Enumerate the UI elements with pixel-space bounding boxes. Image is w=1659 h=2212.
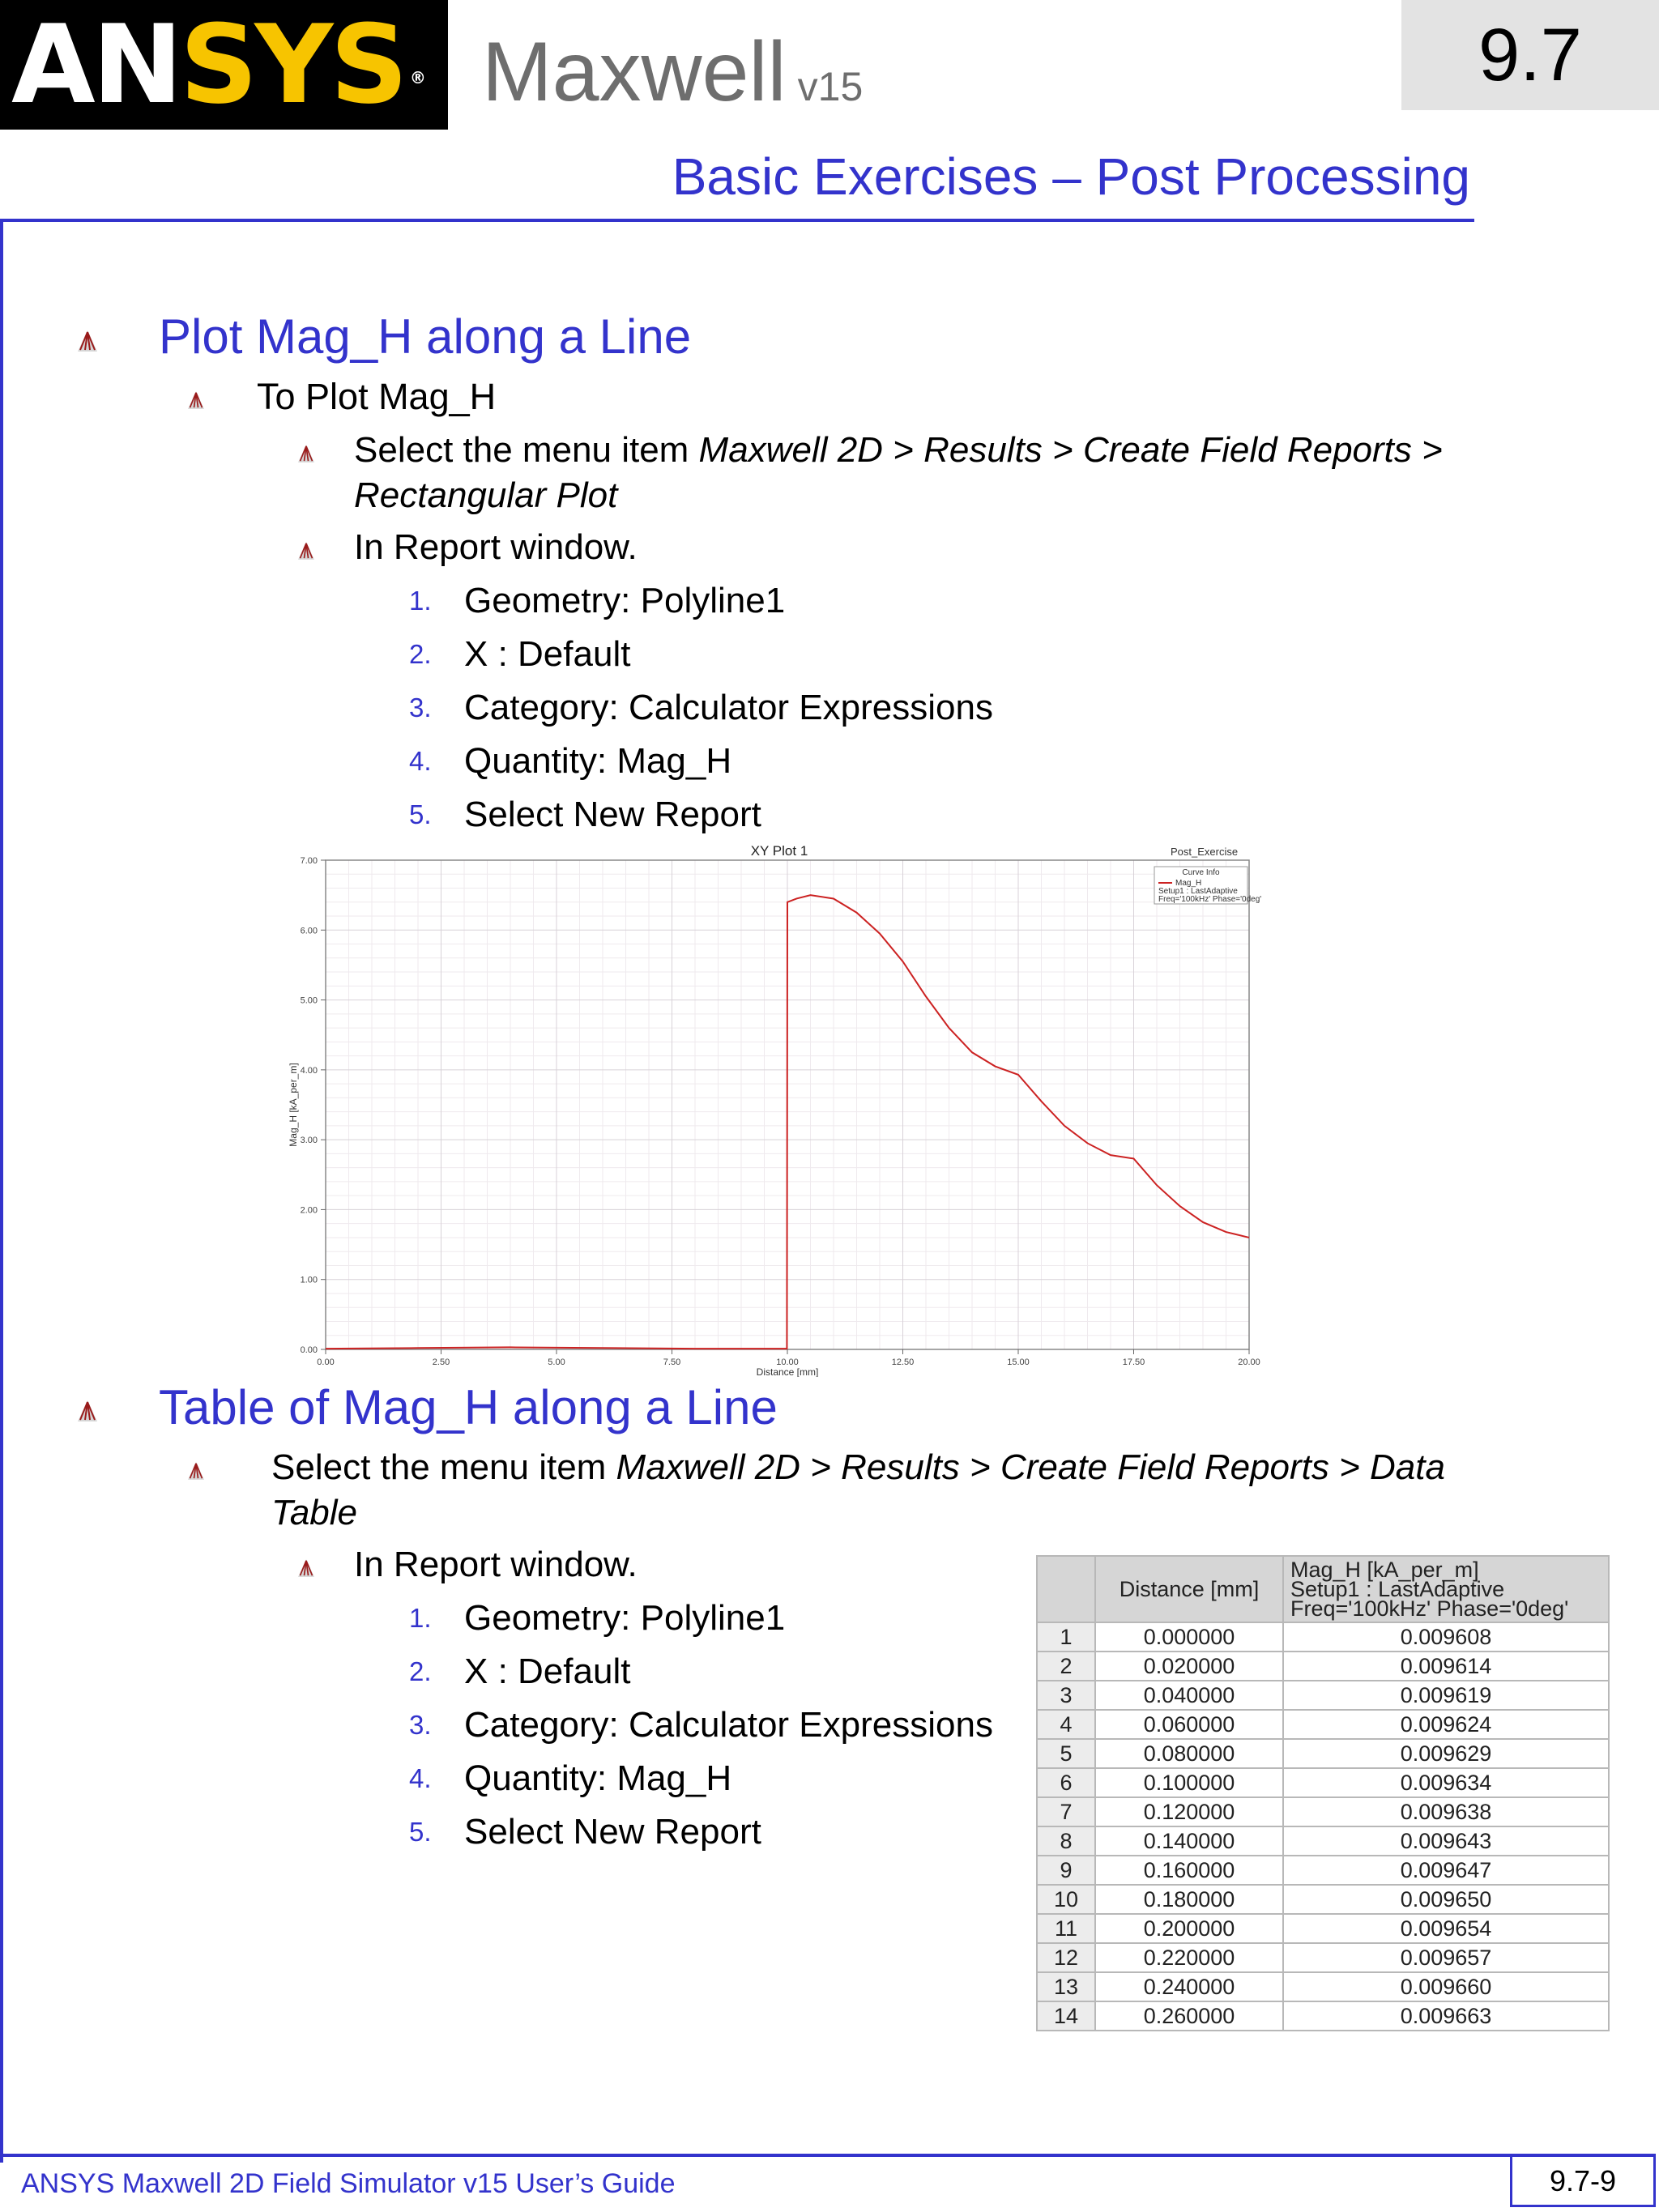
distance-cell: 0.020000 (1095, 1652, 1283, 1681)
chapter-number: 9.7 (1401, 0, 1659, 110)
table-row (1037, 1622, 1609, 1652)
mag-h-cell: 0.009647 (1283, 1856, 1609, 1885)
distance-cell: 0.080000 (1095, 1739, 1283, 1768)
section1-heading: Plot Mag_H along a Line (159, 309, 692, 364)
x-tick-label: 0.00 (317, 1357, 335, 1367)
item-text (464, 1809, 761, 1855)
mag-h-cell: 0.009614 (1283, 1652, 1609, 1681)
item-number: 2. (409, 639, 432, 669)
item-label: Select (464, 1812, 574, 1852)
row-index: 5 (1037, 1739, 1095, 1768)
item-number: 5. (409, 799, 432, 829)
row-index-header (1037, 1556, 1095, 1622)
row-index: 9 (1037, 1856, 1095, 1885)
row-index: 7 (1037, 1797, 1095, 1826)
row-index: 6 (1037, 1768, 1095, 1797)
legend-freq: Freq='100kHz' Phase='0deg' (1158, 895, 1262, 904)
item-value: Calculator Expressions (628, 1705, 993, 1745)
y-tick-label: 2.00 (300, 1205, 318, 1216)
menu-path: Maxwell 2D > Results > Create Field Reports > (698, 430, 1443, 470)
bullet-icon (298, 542, 314, 560)
item-label: Category: (464, 1705, 629, 1745)
page-subtitle: Basic Exercises – Post Processing (672, 147, 1470, 206)
x-tick-label: 10.00 (776, 1357, 799, 1367)
product-name: Maxwell (482, 25, 787, 119)
distance-cell: 0.120000 (1095, 1797, 1283, 1826)
ansys-logo (0, 0, 448, 130)
item-text (464, 578, 785, 624)
table-row (1037, 1768, 1609, 1797)
x-tick-label: 15.00 (1007, 1357, 1030, 1367)
product-version: v15 (797, 64, 864, 109)
item-label: Geometry: (464, 581, 641, 620)
logo-sys: SYS (179, 2, 405, 128)
distance-cell: 0.240000 (1095, 1972, 1283, 2001)
item-label: Category: (464, 688, 629, 727)
y-tick-label: 0.00 (300, 1345, 318, 1355)
bullet-icon (188, 1462, 204, 1480)
list-item (409, 1649, 631, 1703)
item-text (464, 1703, 993, 1748)
mag-h-cell: 0.009608 (1283, 1622, 1609, 1652)
bullet-icon (298, 1559, 314, 1577)
item-number: 4. (409, 746, 432, 776)
distance-cell: 0.200000 (1095, 1914, 1283, 1943)
table-row (1037, 1739, 1609, 1768)
step-prefix: Select the menu item (354, 430, 699, 470)
section2-step-report: In Report window. (354, 1545, 638, 1584)
section1-subheading: To Plot Mag_H (257, 376, 497, 417)
product-title (482, 24, 863, 134)
legend-series-name: Mag_H (1175, 879, 1202, 888)
distance-cell: 0.260000 (1095, 2001, 1283, 2031)
list-item (409, 1596, 786, 1649)
logo-registered-mark: ® (409, 68, 426, 87)
y-tick-label: 7.00 (300, 856, 318, 866)
section1-step-menu (354, 428, 1504, 518)
item-number: 2. (409, 1656, 432, 1686)
y-tick-label: 6.00 (300, 926, 318, 936)
item-number: 4. (409, 1763, 432, 1793)
table-row (1037, 1826, 1609, 1856)
table-row (1037, 1914, 1609, 1943)
item-text (464, 1649, 630, 1694)
x-tick-label: 5.00 (548, 1357, 565, 1367)
item-value: Calculator Expressions (628, 688, 993, 727)
y-axis-label: Mag_H [kA_per_m] (288, 1063, 299, 1147)
distance-cell: 0.160000 (1095, 1856, 1283, 1885)
item-text (464, 1596, 785, 1641)
item-label: Quantity: (464, 1758, 617, 1798)
table-row (1037, 1681, 1609, 1710)
distance-header: Distance [mm] (1095, 1556, 1283, 1622)
row-index: 11 (1037, 1914, 1095, 1943)
xy-plot (275, 842, 1280, 1377)
item-value: Default (518, 1652, 631, 1691)
mag-h-cell: 0.009663 (1283, 2001, 1609, 2031)
row-index: 14 (1037, 2001, 1095, 2031)
table-row (1037, 1972, 1609, 2001)
list-item (409, 1703, 993, 1756)
list-item (409, 1756, 732, 1809)
item-value: Mag_H (616, 741, 732, 781)
bullet-icon (78, 330, 97, 352)
item-value: New Report (573, 795, 761, 834)
list-item (409, 685, 993, 739)
item-text (464, 792, 761, 837)
x-tick-label: 12.50 (891, 1357, 915, 1367)
row-index: 8 (1037, 1826, 1095, 1856)
table-row (1037, 1856, 1609, 1885)
chart-project-label: Post_Exercise (1171, 846, 1239, 858)
page-number: 9.7-9 (1510, 2154, 1656, 2207)
x-tick-label: 20.00 (1238, 1357, 1260, 1367)
x-tick-label: 17.50 (1122, 1357, 1145, 1367)
item-label: Geometry: (464, 1598, 641, 1638)
item-label: Quantity: (464, 741, 617, 781)
chart-legend (1154, 867, 1261, 904)
item-text (464, 632, 630, 677)
row-index: 13 (1037, 1972, 1095, 2001)
item-number: 1. (409, 1603, 432, 1633)
mag-h-header (1283, 1556, 1609, 1622)
menu-path-cont: Rectangular Plot (354, 475, 618, 515)
distance-cell: 0.180000 (1095, 1885, 1283, 1914)
table-row (1037, 1943, 1609, 1972)
data-table (1036, 1555, 1610, 2031)
x-tick-label: 2.50 (432, 1357, 450, 1367)
y-tick-label: 4.00 (300, 1065, 318, 1076)
mag-h-cell: 0.009643 (1283, 1826, 1609, 1856)
chart-title: XY Plot 1 (750, 843, 808, 859)
item-label: X : (464, 1652, 518, 1691)
distance-cell: 0.060000 (1095, 1710, 1283, 1739)
section1-list (409, 578, 993, 846)
list-item (409, 632, 631, 685)
section2-heading: Table of Mag_H along a Line (159, 1380, 778, 1434)
item-text (464, 685, 993, 731)
item-value: New Report (573, 1812, 761, 1852)
mag-h-header-line2: Setup1 : LastAdaptive (1290, 1577, 1505, 1601)
x-axis-label: Distance [mm] (756, 1366, 819, 1377)
footer-text: ANSYS Maxwell 2D Field Simulator v15 User’s Guide (21, 2168, 676, 2199)
item-text (464, 1756, 731, 1801)
row-index: 1 (1037, 1622, 1095, 1652)
mag-h-header-line1: Mag_H [kA_per_m] (1290, 1558, 1479, 1582)
item-number: 1. (409, 586, 432, 616)
item-value: Default (518, 634, 631, 674)
bullet-icon (188, 391, 204, 409)
list-item (409, 578, 786, 632)
mag-h-cell: 0.009634 (1283, 1768, 1609, 1797)
bullet-icon (298, 445, 314, 462)
menu-path: Maxwell 2D > Results > Create Field Reports > Data (616, 1447, 1445, 1487)
row-index: 3 (1037, 1681, 1095, 1710)
item-value: Mag_H (616, 1758, 732, 1798)
table-row (1037, 1885, 1609, 1914)
bullet-icon (78, 1400, 97, 1421)
mag-h-cell: 0.009660 (1283, 1972, 1609, 2001)
menu-path-cont: Table (271, 1493, 358, 1532)
mag-h-cell: 0.009619 (1283, 1681, 1609, 1710)
distance-cell: 0.100000 (1095, 1768, 1283, 1797)
section2-step-menu (271, 1445, 1503, 1536)
mag-h-cell: 0.009624 (1283, 1710, 1609, 1739)
logo-an: AN (11, 2, 180, 128)
mag-h-cell: 0.009654 (1283, 1914, 1609, 1943)
table-row (1037, 1652, 1609, 1681)
x-tick-label: 7.50 (663, 1357, 681, 1367)
item-value: Polyline1 (640, 581, 786, 620)
row-index: 12 (1037, 1943, 1095, 1972)
header-divider (0, 219, 1474, 222)
table-row (1037, 2001, 1609, 2031)
mag-h-cell: 0.009657 (1283, 1943, 1609, 1972)
item-number: 3. (409, 693, 432, 722)
item-number: 3. (409, 1710, 432, 1740)
item-value: Polyline1 (640, 1598, 786, 1638)
distance-cell: 0.220000 (1095, 1943, 1283, 1972)
item-number: 5. (409, 1817, 432, 1847)
list-item (409, 739, 732, 792)
section2-list (409, 1596, 993, 1863)
list-item (409, 1809, 761, 1863)
row-index: 2 (1037, 1652, 1095, 1681)
y-tick-label: 3.00 (300, 1136, 318, 1146)
row-index: 10 (1037, 1885, 1095, 1914)
mag-h-cell: 0.009629 (1283, 1739, 1609, 1768)
mag-h-header-line3: Freq='100kHz' Phase='0deg' (1290, 1596, 1569, 1621)
legend-setup: Setup1 : LastAdaptive (1158, 887, 1238, 896)
distance-cell: 0.040000 (1095, 1681, 1283, 1710)
footer-divider (0, 2154, 1515, 2157)
mag-h-cell: 0.009650 (1283, 1885, 1609, 1914)
section1-step-report: In Report window. (354, 527, 638, 567)
y-tick-label: 5.00 (300, 995, 318, 1006)
left-margin-rule (0, 219, 3, 2163)
item-text (464, 739, 731, 784)
y-tick-label: 1.00 (300, 1275, 318, 1285)
distance-cell: 0.000000 (1095, 1622, 1283, 1652)
table-row (1037, 1797, 1609, 1826)
item-label: Select (464, 795, 574, 834)
list-item (409, 792, 761, 846)
table-header-row (1037, 1556, 1609, 1622)
mag-h-cell: 0.009638 (1283, 1797, 1609, 1826)
distance-cell: 0.140000 (1095, 1826, 1283, 1856)
legend-header: Curve Info (1182, 868, 1220, 877)
item-label: X : (464, 634, 518, 674)
step-prefix: Select the menu item (271, 1447, 616, 1487)
table-row (1037, 1710, 1609, 1739)
row-index: 4 (1037, 1710, 1095, 1739)
